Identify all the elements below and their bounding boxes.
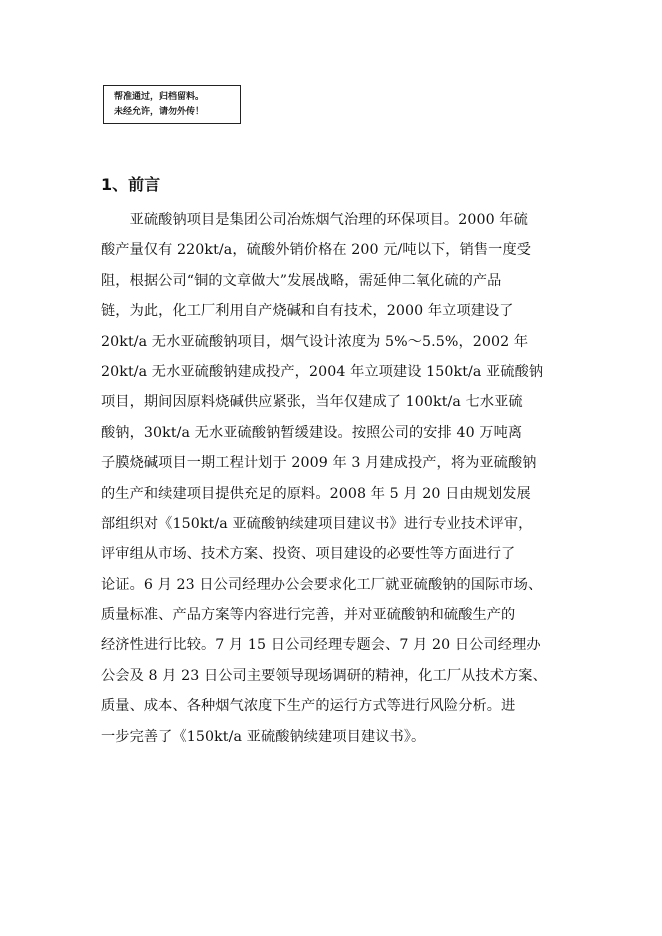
text-line: 经济性进行比较。7 月 15 日公司经理专题会、7 月 20 日公司经理办 (101, 637, 541, 654)
text-line: 一步完善了《150kt/a 亚硫酸钠续建项目建议书》。 (101, 728, 426, 745)
text-line: 亚硫酸钠项目是集团公司冶炼烟气治理的环保项目。2000 年硫 (101, 212, 528, 228)
stamp-line-1: 帮准通过，归档留料。 (114, 92, 205, 102)
section-heading: 1、前言 (101, 175, 161, 194)
text-line: 质量标准、产品方案等内容进行完善，并对亚硫酸钠和硫酸生产的 (101, 607, 516, 624)
text-line: 论证。6 月 23 日公司经理办公会要求化工厂就亚硫酸钠的国际市场、 (101, 576, 543, 593)
text-line: 质量、成本、各种烟气浓度下生产的运行方式等进行风险分析。进 (101, 698, 516, 715)
text-line: 酸产量仅有 220kt/a，硫酸外销价格在 200 元/吨以下，销售一度受 (101, 242, 532, 259)
text-line: 部组织对《150kt/a 亚硫酸钠续建项目建议书》进行专业技术评审， (101, 515, 533, 532)
stamp-line-2: 未经允许，请勿外传！ (114, 107, 205, 117)
text-line: 20kt/a 无水亚硫酸钠建成投产，2004 年立项建设 150kt/a 亚硫酸钠 (101, 363, 544, 380)
text-line: 公会及 8 月 23 日公司主要领导现场调研的精神，化工厂从技术方案、 (101, 667, 547, 684)
text-line: 子膜烧碱项目一期工程计划于 2009 年 3 月建成投产，将为亚硫酸钠 (101, 455, 537, 472)
text-line: 项目，期间因原料烧碱供应紧张，当年仅建成了 100kt/a 七水亚硫 (101, 394, 523, 411)
text-line: 酸钠，30kt/a 无水亚硫酸钠暂缓建设。按照公司的安排 40 万吨离 (101, 424, 523, 441)
text-line: 的生产和续建项目提供充足的原料。2008 年 5 月 20 日由规划发展 (101, 485, 531, 502)
body-paragraph (101, 205, 571, 752)
text-line: 评审组从市场、技术方案、投资、项目建设的必要性等方面进行了 (101, 546, 516, 563)
text-line: 阻，根据公司“铜的文章做大”发展战略，需延伸二氧化硫的产品 (101, 272, 502, 289)
text-line: 链，为此，化工厂利用自产烧碱和自有技术，2000 年立项建设了 (101, 303, 514, 320)
text-line: 20kt/a 无水亚硫酸钠项目，烟气设计浓度为 5%～5.5%，2002 年 (101, 333, 529, 350)
confidentiality-stamp (103, 85, 241, 124)
